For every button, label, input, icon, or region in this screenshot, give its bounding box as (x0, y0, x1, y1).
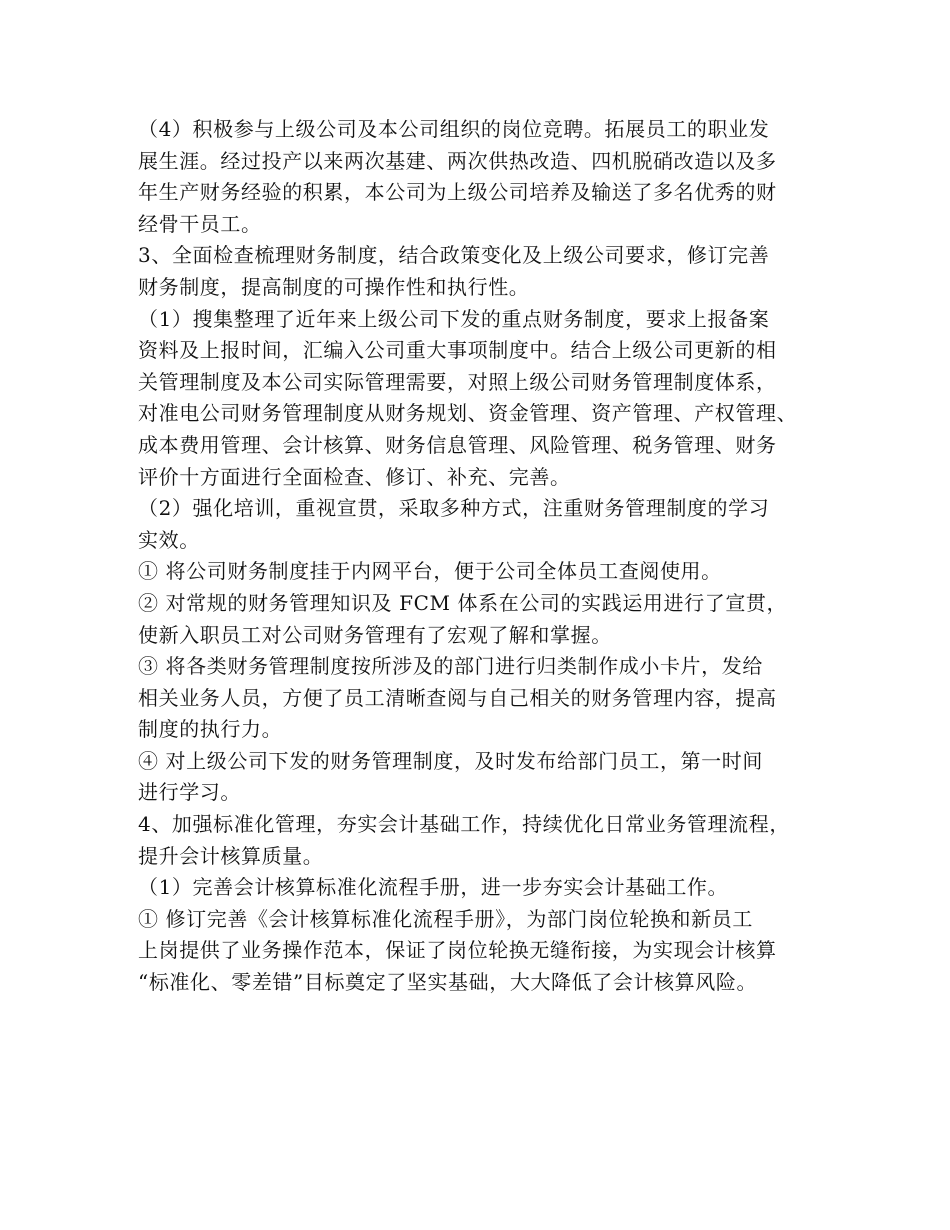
text-line: 评价十方面进行全面检查、修订、补充、完善。 (138, 464, 571, 489)
text-line: 4、加强标准化管理，夯实会计基础工作，持续优化日常业务管理流程， (138, 812, 790, 837)
text-line: 3、全面检查梳理财务制度，结合政策变化及上级公司要求，修订完善 (138, 243, 770, 268)
text-line: 关管理制度及本公司实际管理需要，对照上级公司财务管理制度体系， (138, 369, 777, 394)
text-line: ③ 将各类财务管理制度按所涉及的部门进行归类制作成小卡片，发给 (138, 654, 763, 679)
text-line: （1）搜集整理了近年来上级公司下发的重点财务制度，要求上报备案 (138, 306, 770, 331)
text-line: 使新入职员工对公司财务管理有了宏观了解和掌握。 (138, 622, 612, 647)
text-line: ① 将公司财务制度挂于内网平台，便于公司全体员工查阅使用。 (138, 559, 722, 584)
text-line: 经骨干员工。 (138, 211, 262, 236)
text-line: （2）强化培训，重视宣贯，采取多种方式，注重财务管理制度的学习 (138, 496, 770, 521)
document-body (138, 114, 828, 999)
text-line: （1）完善会计核算标准化流程手册，进一步夯实会计基础工作。 (138, 875, 729, 900)
text-line: 成本费用管理、会计核算、财务信息管理、风险管理、税务管理、财务 (138, 432, 777, 457)
text-line: 年生产财务经验的积累，本公司为上级公司培养及输送了多名优秀的财 (138, 180, 777, 205)
text-line: 实效。 (138, 527, 200, 552)
text-line: 财务制度，提高制度的可操作性和执行性。 (138, 274, 530, 299)
text-line: 展生涯。经过投产以来两次基建、两次供热改造、四机脱硝改造以及多 (138, 148, 777, 173)
text-line: 上岗提供了业务操作范本，保证了岗位轮换无缝衔接，为实现会计核算 (138, 938, 777, 963)
text-line: “标准化、零差错”目标奠定了坚实基础，大大降低了会计核算风险。 (138, 970, 758, 995)
text-line: 资料及上报时间，汇编入公司重大事项制度中。结合上级公司更新的相 (138, 338, 777, 363)
text-line: ① 修订完善《会计核算标准化流程手册》，为部门岗位轮换和新员工 (138, 906, 753, 931)
text-line: （4）积极参与上级公司及本公司组织的岗位竞聘。拓展员工的职业发 (138, 117, 770, 141)
text-line: 相关业务人员，方便了员工清晰查阅与自己相关的财务管理内容，提高 (138, 685, 777, 710)
text-line: 制度的执行力。 (138, 717, 283, 742)
text-line: 进行学习。 (138, 780, 241, 805)
text-line: ② 对常规的财务管理知识及 FCM 体系在公司的实践运用进行了宣贯， (138, 590, 788, 615)
text-line: 提升会计核算质量。 (138, 843, 324, 868)
text-line: ④ 对上级公司下发的财务管理制度，及时发布给部门员工，第一时间 (138, 748, 763, 773)
text-line: 对准电公司财务管理制度从财务规划、资金管理、资产管理、产权管理、 (138, 401, 798, 426)
